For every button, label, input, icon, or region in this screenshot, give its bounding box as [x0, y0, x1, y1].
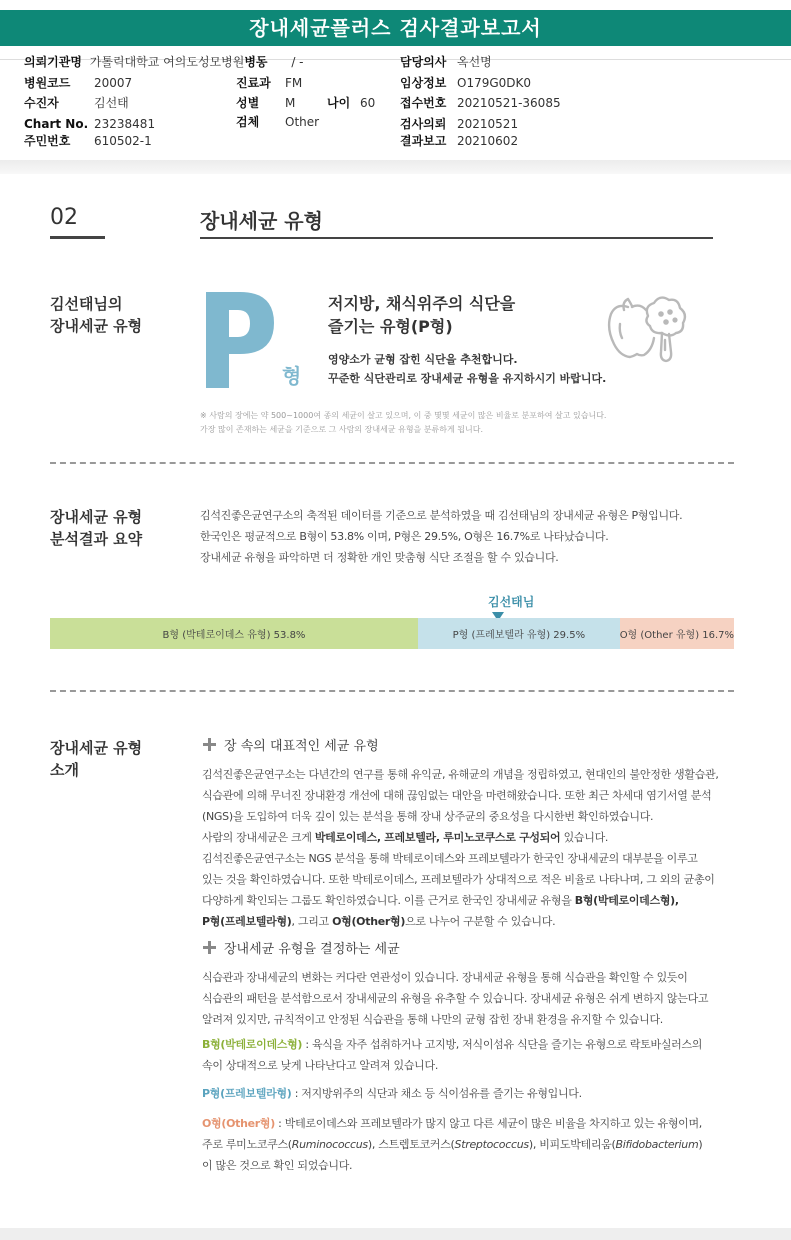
info-specimen: 검체 Other — [236, 115, 320, 129]
bar-segment-o: O형 (Other 유형) 16.7% — [620, 618, 734, 649]
section-title: 장내세균 유형 — [200, 209, 323, 233]
intro-paragraph-1: 김석진좋은균연구소는 다년간의 연구를 통해 유익균, 유해균의 개념을 정립하였고, 현대인의 불안정한 생활습관, 식습관에 의해 무너진 장내환경 개선에 대해 끊임없는 대안을 마련해왔습니다. 또한 최근 차세대 염기서열 분석 (NGS)을 도입하여 더욱 깊이 있는 분석을 통해 장내 상주균의 중요성을 다시한번 확인하였습니다. 사람의 장내세균은 크게 박테로이데스, 프레보텔라, 루미노코쿠스로 구성되어 있습니다. 김석진좋은균연구소는 NGS 분석을 통해 박테로이데스와 프레보텔라가 한국인 장내세균의 대부분을 이루고 있는 것을 확인하였습니다. 또한 박테로이데스, 프레보텔라가 상대적으로 적은 비율로 나타나며, 그 외의 균총이 다양하게 확인되는 그룹도 확인하였습니다. 이를 근거로 한국인 장내세균 유형을 B형(박테로이데스형), P형(프레보텔라형), 그리고 O형(Other형)으로 나누어 구분할 수 있습니다. — [202, 768, 719, 928]
plus-icon — [203, 941, 216, 954]
divider-1 — [50, 462, 734, 464]
type-title: 저지방, 채식위주의 식단을 즐기는 유형(P형) — [328, 294, 516, 336]
info-resident-no: 주민번호 610502-1 — [24, 134, 152, 148]
vegetable-icon — [606, 290, 688, 368]
info-sex: 성별 M 나이 60 — [236, 96, 376, 110]
type-description: 영양소가 균형 잡힌 식단을 추천합니다. 꾸준한 식단관리로 장내세균 유형을 유지하시기 바랍니다. — [328, 353, 607, 385]
info-receipt-no: 접수번호 20210521-36085 — [400, 96, 561, 110]
bar-segment-p: P형 (프레보텔라 유형) 29.5% — [418, 618, 620, 649]
intro-heading: 장내세균 유형 소개 — [50, 739, 143, 779]
section-title-underline — [200, 237, 713, 239]
type-letter-p — [200, 288, 280, 392]
info-request-date: 검사의뢰 20210521 — [400, 117, 519, 131]
info-institution: 의뢰기관명 가톨릭대학교 여의도성모병원병동 / - — [24, 55, 304, 69]
section-number-underline — [50, 236, 105, 239]
footer-strip — [0, 1228, 791, 1240]
report-header — [0, 0, 791, 60]
section-number: 02 — [50, 205, 78, 230]
p-type-description: P형(프레보텔라형) : 저지방위주의 식단과 채소 등 식이섬유를 즐기는 유형입니다. — [202, 1087, 582, 1100]
intro-paragraph-2: 식습관과 장내세균의 변화는 커다란 연관성이 있습니다. 장내세균 유형을 통해 식습관을 확인할 수 있듯이 식습관의 패턴을 분석함으로서 장내세균의 유형을 유추할 수 있습니다. 장내세균 유형은 쉬게 변하지 않는다고 알려져 있지만, 규칙적이고 안정된 식습관을 통해 나만의 균형 잡힌 장내 환경을 유지할 수 있습니다. — [202, 971, 709, 1026]
b-type-description: B형(박테로이데스형) : 육식을 자주 섭취하거나 고지방, 저식이섬유 식단을 즐기는 유형으로 락토바실러스의 속이 상대적으로 낮게 나타난다고 알려져 있습니다. — [202, 1038, 703, 1072]
info-result-date: 결과보고 20210602 — [400, 134, 519, 148]
summary-text: 김석진좋은균연구소의 축적된 데이터를 기준으로 분석하였을 때 김선태님의 장내세균 유형은 P형입니다. 한국인은 평균적으로 B형이 53.8% 이며, P형은 29.5%, O형은 16.7%로 나타났습니다. 장내세균 유형을 파악하면 더 정확한 개인 맞춤형 식단 조절을 할 수 있습니다. — [200, 509, 683, 564]
info-doctor: 담당의사 옥선명 — [400, 55, 492, 69]
plus-icon — [203, 738, 216, 751]
header-divider — [0, 160, 791, 174]
summary-heading: 장내세균 유형 분석결과 요약 — [50, 508, 143, 548]
type-heading: 김선태님의 장내세균 유형 — [50, 295, 143, 335]
intro-sub-title-2: 장내세균 유형을 결정하는 세균 — [224, 942, 400, 957]
type-distribution-bar — [50, 618, 734, 649]
patient-marker-label: 김선태님 — [488, 595, 535, 609]
info-patient: 수진자 김선태 — [24, 96, 129, 110]
o-type-description: O형(Other형) : 박테로이데스와 프레보텔라가 많지 않고 다른 세균이 많은 비율을 차지하고 있는 유형이며, 주로 루미노코쿠스(Ruminococcus), 스트렙토코커스(Streptococcus), 비피도박테리움(Bifidobacterium) 이 많은 것으로 확인 되었습니다. — [202, 1117, 703, 1172]
bar-segment-b: B형 (박테로이데스 유형) 53.8% — [50, 618, 418, 649]
info-clinical: 임상정보 O179G0DK0 — [400, 76, 532, 90]
info-department: 진료과 FM — [236, 76, 303, 90]
type-note: ※ 사람의 장에는 약 500~1000여 종의 세균이 살고 있으며, 이 중 몇몇 세균이 많은 비율로 분포하여 살고 있습니다. 가장 많이 존재하는 세균을 기준으로 그 사람의 장내세균 유형을 분류하게 됩니다. — [200, 411, 607, 434]
info-chart-no: Chart No. 23238481 — [24, 117, 156, 131]
info-hospital-code: 병원코드 20007 — [24, 76, 133, 90]
intro-sub-title-1: 장 속의 대표적인 세균 유형 — [224, 739, 379, 754]
divider-2 — [50, 690, 734, 692]
report-title: 장내세균플러스 검사결과보고서 — [0, 10, 791, 46]
type-letter-suffix: 형 — [282, 364, 302, 388]
